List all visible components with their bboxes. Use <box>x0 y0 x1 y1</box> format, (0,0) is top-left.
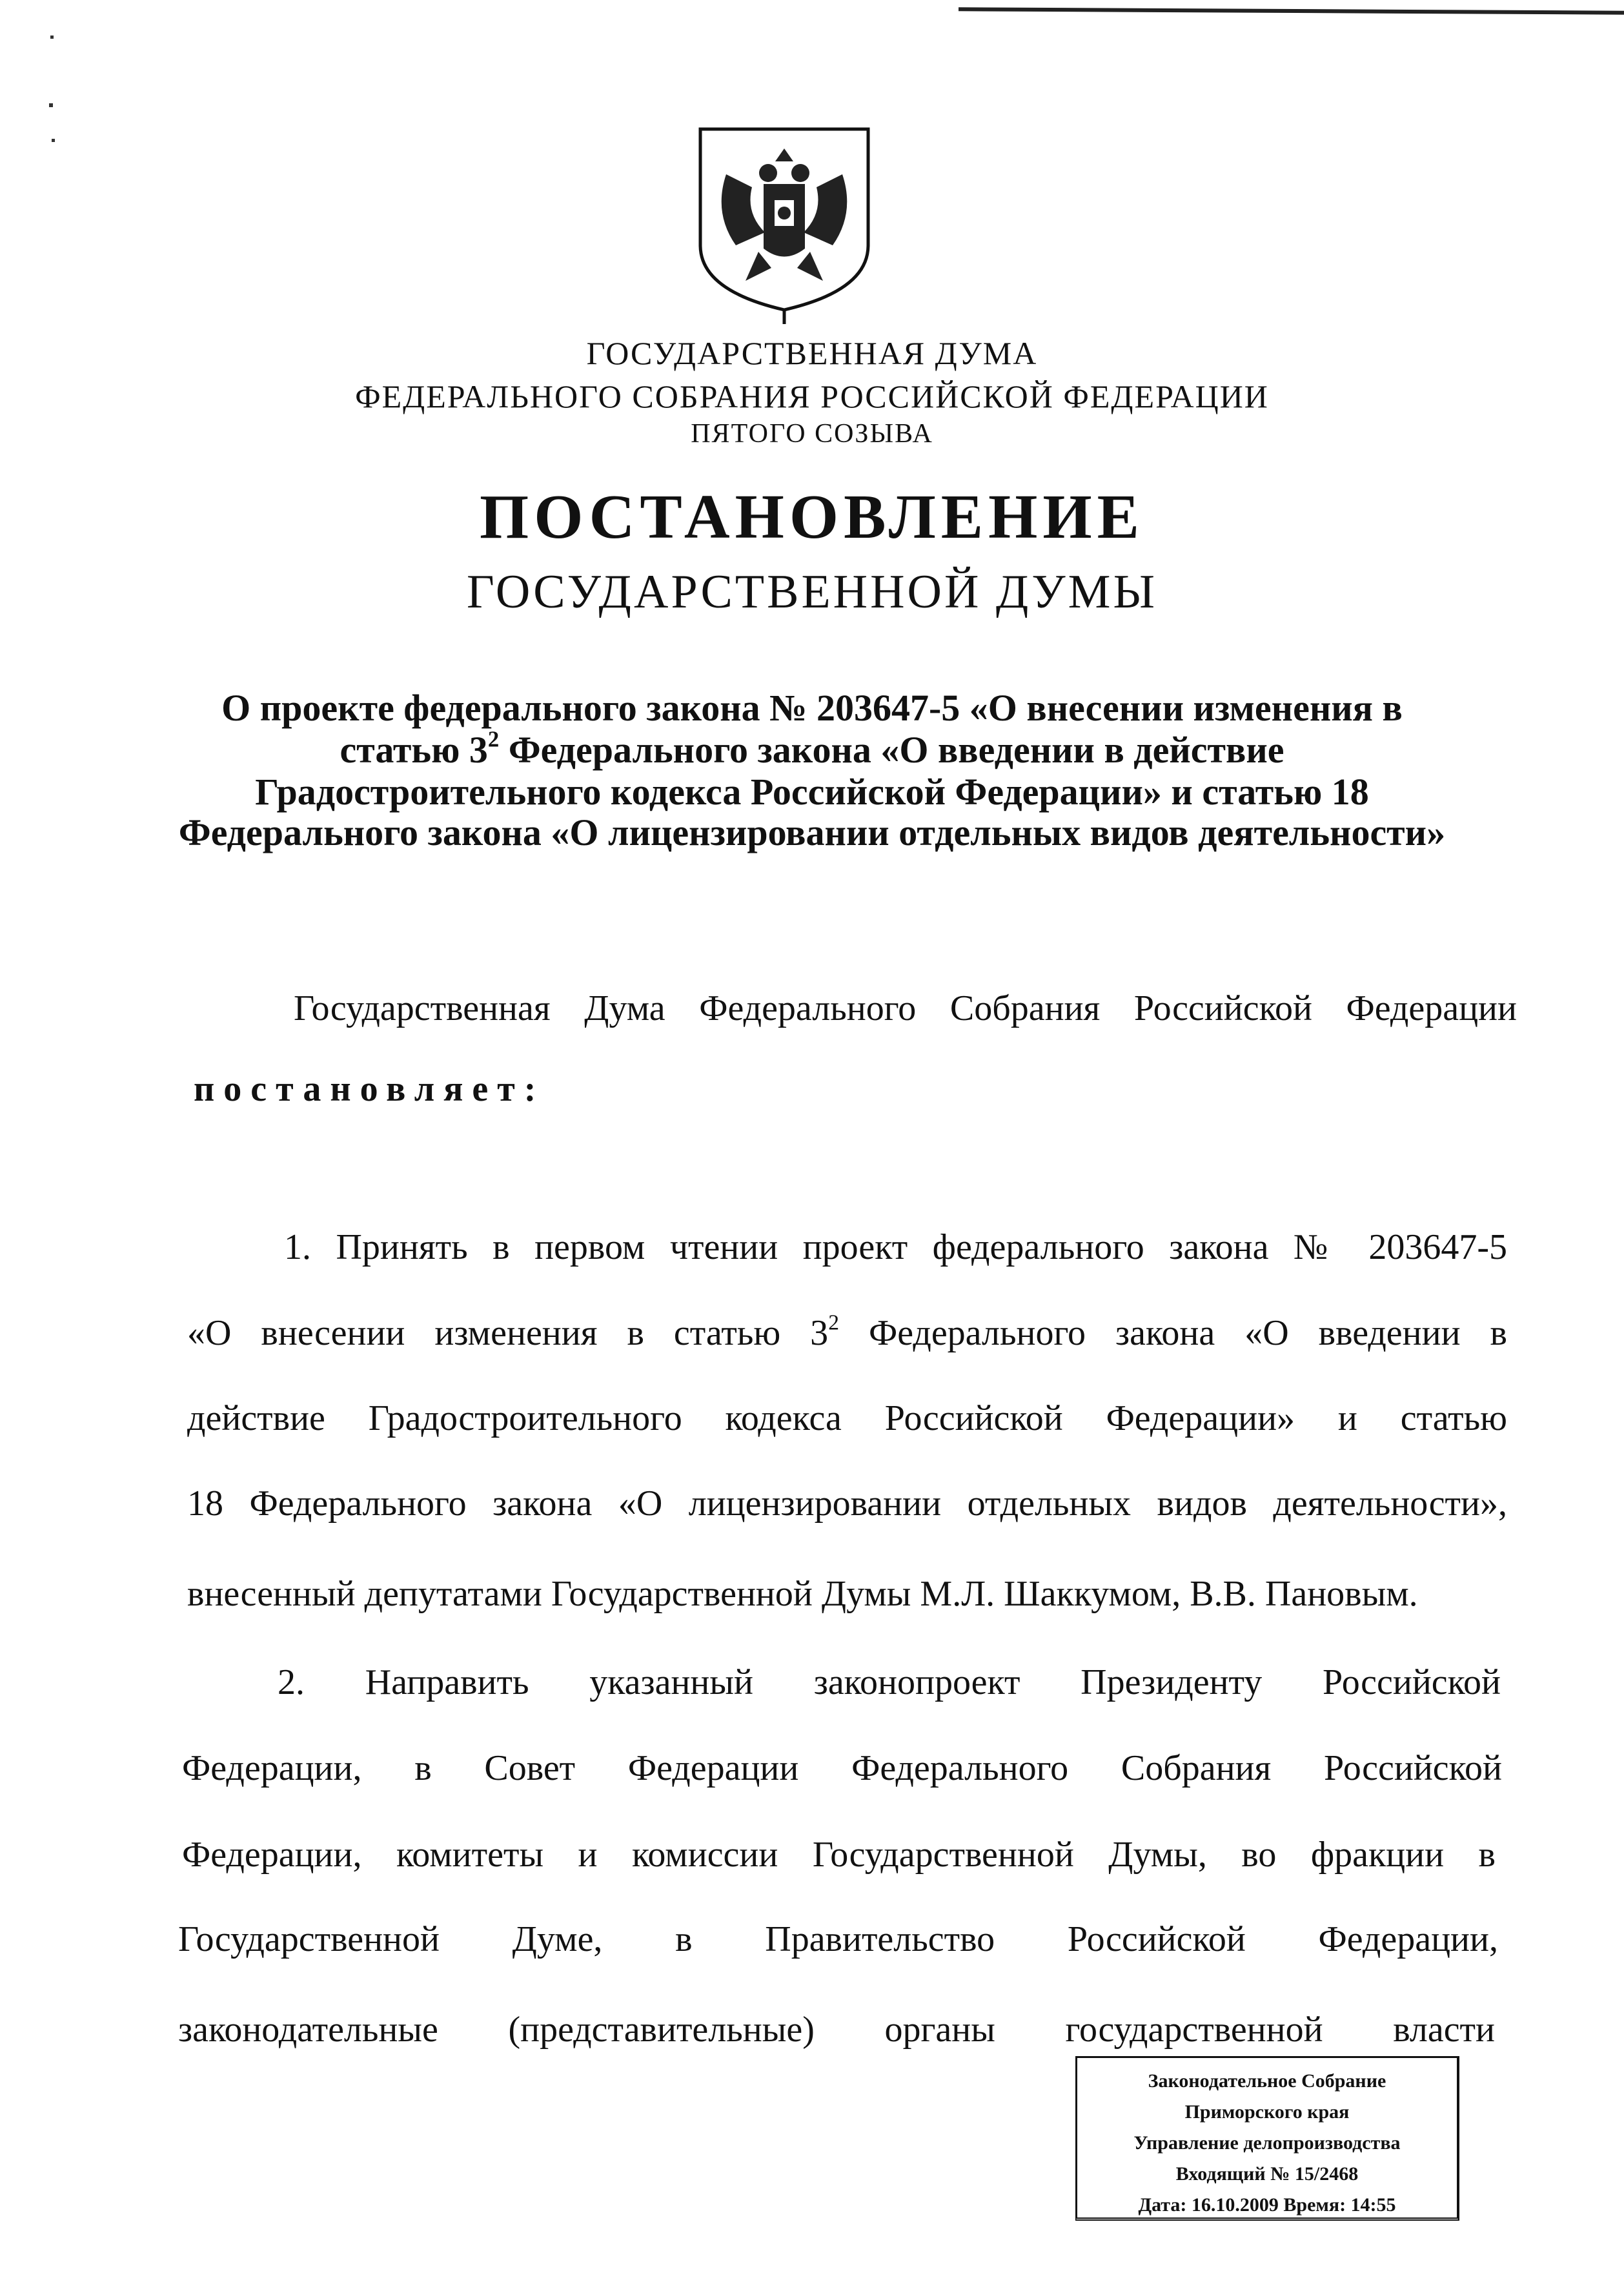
resolution-title-line: Градостроительного кодекса Российской Федерации» и статью 18 <box>255 771 1369 813</box>
convocation: ПЯТОГО СОЗЫВА <box>691 419 933 449</box>
paragraph-2-line: Государственной Думе, в Правительство Российской Федерации, <box>178 1919 1498 1959</box>
stamp-datetime: Дата: 16.10.2009 Время: 14:55 <box>1138 2194 1396 2216</box>
body-text: Федерального закона «О введении в <box>838 1313 1507 1353</box>
body-text: «О внесении изменения в статью 3 <box>187 1313 829 1353</box>
stamp-region: Приморского края <box>1184 2101 1350 2123</box>
superscript: 2 <box>487 726 500 752</box>
paragraph-1-line: внесенный депутатами Государственной Думы М.Л. Шаккумом, В.В. Пановым. <box>187 1574 1418 1614</box>
scan-speck <box>52 139 55 142</box>
paragraph-2-line: Федерации, в Совет Федерации Федерального Собрания Российской <box>182 1748 1502 1788</box>
scan-speck <box>50 36 54 39</box>
paragraph-1-line: действие Градостроительного кодекса Российской Федерации» и статью <box>187 1398 1507 1438</box>
paragraph-2-line: 2. Направить указанный законопроект Президенту Российской <box>278 1662 1501 1702</box>
superscript: 2 <box>828 1310 839 1335</box>
scan-speck <box>49 103 53 107</box>
coat-of-arms-emblem <box>687 123 881 326</box>
stamp-incoming-number: Входящий № 15/2468 <box>1175 2163 1359 2185</box>
paragraph-2-line: законодательные (представительные) органы государственной власти <box>178 2010 1495 2050</box>
stamp-department: Управление делопроизводства <box>1133 2132 1401 2154</box>
paragraph-1-line: 1. Принять в первом чтении проект федерального закона № 203647-5 <box>284 1227 1507 1267</box>
scan-edge-line <box>959 7 1624 14</box>
document-type-subheading: ГОСУДАРСТВЕННОЙ ДУМЫ <box>466 566 1158 618</box>
resolution-title-line <box>0 728 1624 771</box>
paragraph-1-line: 18 Федерального закона «О лицензировании отдельных видов деятельности», <box>187 1483 1507 1524</box>
title-text: статью 3 <box>340 729 488 771</box>
document-type-heading: ПОСТАНОВЛЕНИЕ <box>480 482 1144 552</box>
resolution-title-line: Федерального закона «О лицензировании отдельных видов деятельности» <box>178 811 1446 853</box>
decides-word: постановляет: <box>194 1069 545 1109</box>
paragraph-2-line: Федерации, комитеты и комиссии Государственной Думы, во фракции в <box>182 1835 1496 1875</box>
paragraph-1-line <box>187 1312 1507 1354</box>
incoming-registration-stamp <box>1075 2056 1459 2221</box>
preamble-text: Государственная Дума Федерального Собрания Российской Федерации <box>294 988 1517 1028</box>
stamp-org: Законодательное Собрание <box>1148 2070 1386 2092</box>
resolution-title-line: О проекте федерального закона № 203647-5 «О внесении изменения в <box>221 687 1403 729</box>
org-name-line-1: ГОСУДАРСТВЕННАЯ ДУМА <box>586 335 1038 371</box>
title-text: Федерального закона «О введении в действие <box>499 729 1284 771</box>
org-name-line-2: ФЕДЕРАЛЬНОГО СОБРАНИЯ РОССИЙСКОЙ ФЕДЕРАЦИИ <box>355 378 1269 414</box>
